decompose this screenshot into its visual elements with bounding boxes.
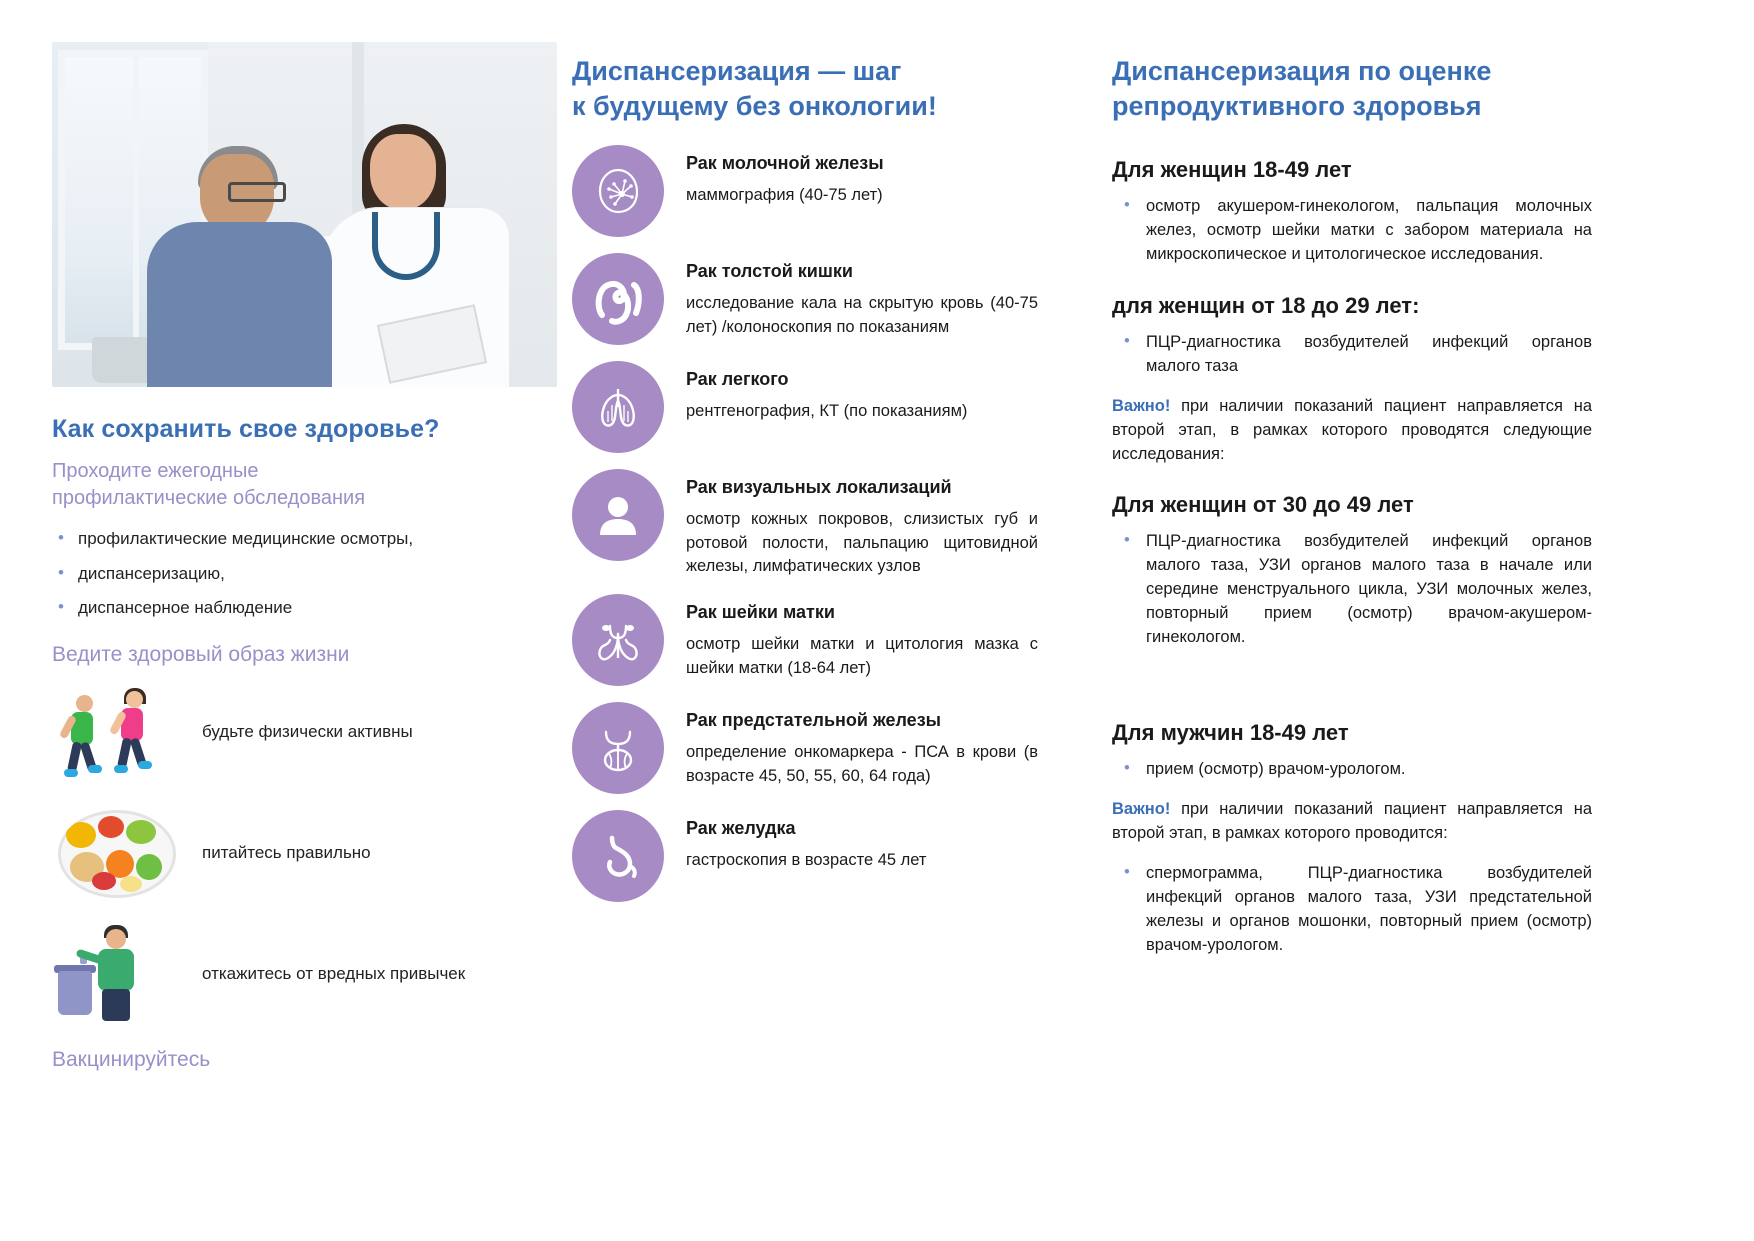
list-item: • профилактические медицинские осмотры, xyxy=(52,526,542,552)
list-item xyxy=(572,810,1092,902)
item-title: Рак предстательной железы xyxy=(686,710,942,731)
women-18-49-list xyxy=(1112,195,1592,267)
screening-title xyxy=(572,54,1092,123)
item-text xyxy=(686,810,926,872)
item-description: осмотр шейки матки и цитология мазка с шейки матки (18-64 лет) xyxy=(686,635,1038,677)
men-second-stage-list xyxy=(1112,862,1592,958)
item-description: определение онкомаркера - ПСА в крови (в возрасте 45, 50, 55, 60, 64 года) xyxy=(686,743,1038,785)
screening-title-line2: к будущему без онкологии! xyxy=(572,90,937,121)
colon-icon xyxy=(572,253,664,345)
right-column xyxy=(1112,42,1592,1221)
screening-title-line1: Диспансеризация — шаг xyxy=(572,56,902,86)
item-description: гастроскопия в возрасте 45 лет xyxy=(686,851,927,870)
women-18-49-heading: Для женщин 18-49 лет xyxy=(1112,157,1352,183)
item-text xyxy=(686,361,967,423)
habit-label: питайтесь правильно xyxy=(202,843,371,862)
item-text xyxy=(686,145,884,207)
item-title: Рак толстой кишки xyxy=(686,261,853,282)
vaccinate-title: Вакцинируйтесь xyxy=(52,1047,211,1071)
runners-icon xyxy=(52,685,202,780)
glasses-icon xyxy=(228,182,286,202)
important-label: Важно! xyxy=(1112,396,1171,415)
prostate-icon xyxy=(572,702,664,794)
list-item xyxy=(572,361,1092,453)
doctor-and-patient-photo xyxy=(52,42,557,387)
person-silhouette-icon xyxy=(572,469,664,561)
important-label: Важно! xyxy=(1112,800,1171,818)
health-title: Как сохранить свое здоровье? xyxy=(52,415,440,443)
reproductive-title-line1: Диспансеризация по оценке xyxy=(1112,56,1492,86)
habit-label: откажитесь от вредных привычек xyxy=(202,964,466,983)
list-item xyxy=(572,145,1092,237)
item-title: Рак легкого xyxy=(686,369,789,390)
men-18-49-list xyxy=(1112,758,1592,782)
habit-row-activity xyxy=(52,685,542,780)
item-title: Рак шейки матки xyxy=(686,602,835,623)
item-text xyxy=(686,469,1038,578)
women-30-49-list xyxy=(1112,530,1592,650)
item-title: Рак желудка xyxy=(686,818,796,839)
prevention-list xyxy=(52,526,542,621)
list-item xyxy=(572,469,1092,578)
list-item xyxy=(572,594,1092,686)
item-text xyxy=(686,253,1038,339)
health-subtitle-line1: Проходите ежегодные xyxy=(52,460,259,482)
list-item: • диспансерное наблюдение xyxy=(52,595,542,621)
stethoscope-icon xyxy=(372,212,440,280)
important-note-1 xyxy=(1112,395,1592,467)
throw-away-bad-habits-icon xyxy=(52,927,202,1022)
item-text xyxy=(686,702,1038,788)
item-description: маммография (40-75 лет) xyxy=(686,186,883,205)
women-18-29-heading: для женщин от 18 до 29 лет: xyxy=(1112,292,1420,318)
middle-column xyxy=(572,42,1112,1221)
important-text: при наличии показаний пациент направляется на второй этап, в рамках которого проводятся следующие исследования: xyxy=(1112,396,1592,463)
item-text xyxy=(686,594,1038,680)
item-description: осмотр кожных покровов, слизистых губ и ротовой полости, пальпацию щитовидной железы, лимфатических узлов xyxy=(686,510,1038,575)
list-item xyxy=(572,253,1092,345)
lifestyle-title: Ведите здоровый образ жизни xyxy=(52,642,350,666)
reproductive-title xyxy=(1112,54,1592,123)
plate-shape xyxy=(58,810,176,898)
reproductive-title-line2: репродуктивного здоровья xyxy=(1112,90,1482,121)
list-item: • прием (осмотр) врачом-урологом. xyxy=(1112,758,1592,782)
healthy-plate-icon xyxy=(52,806,202,901)
habit-row-nutrition xyxy=(52,806,542,901)
item-description: рентгенография, КТ (по показаниям) xyxy=(686,402,968,421)
important-note-2 xyxy=(1112,798,1592,846)
women-30-49-heading: Для женщин от 30 до 49 лет xyxy=(1112,492,1414,518)
list-item: • осмотр акушером-гинекологом, пальпация молочных желез, осмотр шейки матки с забором материала на микроскопическое и цитологическое исследования. xyxy=(1112,195,1592,267)
health-subtitle xyxy=(52,458,542,512)
important-text: при наличии показаний пациент направляется на второй этап, в рамках которого проводится: xyxy=(1112,800,1592,842)
habit-row-bad-habits xyxy=(52,927,542,1022)
list-item: • ПЦР-диагностика возбудителей инфекций органов малого таза xyxy=(1112,331,1592,379)
item-title: Рак визуальных локализаций xyxy=(686,477,952,498)
item-title: Рак молочной железы xyxy=(686,153,884,174)
list-item: • диспансеризацию, xyxy=(52,561,542,587)
habit-label: будьте физически активны xyxy=(202,722,413,741)
left-column xyxy=(52,42,572,1221)
uterus-icon xyxy=(572,594,664,686)
breast-icon xyxy=(572,145,664,237)
doctor-head xyxy=(370,134,436,210)
lungs-icon xyxy=(572,361,664,453)
list-item: • ПЦР-диагностика возбудителей инфекций органов малого таза, УЗИ органов малого таза в начале или середине менструального цикла, УЗИ молочных желез, повторный прием (осмотр) врачом-акушером-гинекологом. xyxy=(1112,530,1592,650)
patient-body xyxy=(147,222,332,387)
item-description: исследование кала на скрытую кровь (40-75 лет) /колоноскопия по показаниям xyxy=(686,294,1038,336)
stomach-icon xyxy=(572,810,664,902)
spacer xyxy=(1112,666,1592,694)
women-18-29-list xyxy=(1112,331,1592,379)
health-subtitle-line2: профилактические обследования xyxy=(52,487,366,509)
men-18-49-heading: Для мужчин 18-49 лет xyxy=(1112,720,1349,746)
list-item: • спермограмма, ПЦР-диагностика возбудителей инфекций органов малого таза, УЗИ предстательной железы и органов мошонки, повторный прием (осмотр) врачом-урологом. xyxy=(1112,862,1592,958)
list-item xyxy=(572,702,1092,794)
